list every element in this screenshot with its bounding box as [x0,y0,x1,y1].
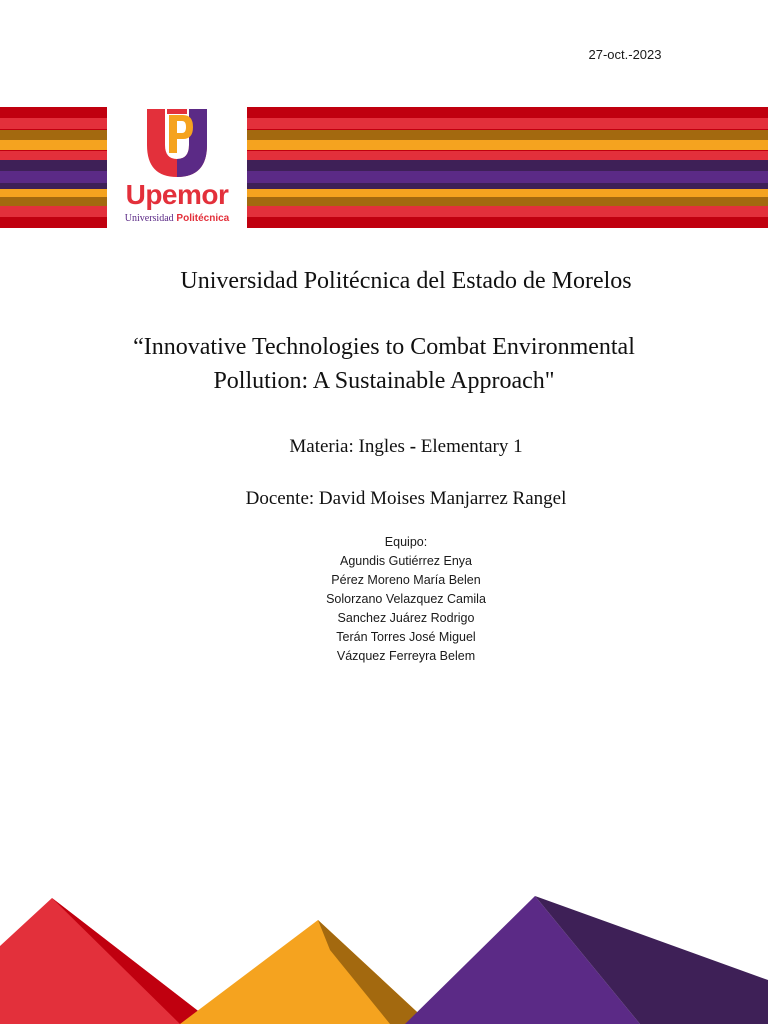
upemor-logo-mark-icon [143,107,211,179]
logo-subtitle [107,213,247,224]
subject-value: Elementary 1 [416,436,523,457]
team-label: Equipo: [384,535,428,549]
document-title [0,330,768,398]
teacher-line: Docente: David Moises Manjarrez Rangel [245,488,567,509]
team-member: Solorzano Velazquez Camila [326,592,486,606]
team-member: Sanchez Juárez Rodrigo [337,611,475,625]
document-title-line2: Pollution: A Sustainable Approach" [213,368,555,394]
subject-dash: - [409,436,417,457]
team-member: Vázquez Ferreyra Belem [336,649,476,663]
university-name: Universidad Politécnica del Estado de Morelos [180,268,632,294]
team-member: Terán Torres José Miguel [336,630,476,644]
document-title-line1: “Innovative Technologies to Combat Environmental [133,334,635,360]
upemor-logo [107,103,247,229]
document-date: 27-oct.-2023 [588,47,662,62]
subject-line [0,436,768,458]
footer-mountains-decoration [0,890,768,1024]
team-member: Agundis Gutiérrez Enya [339,554,472,568]
logo-wordmark: Upemor [125,179,229,210]
logo-subtitle-part2: Politécnica [176,213,230,224]
team-list [0,533,768,666]
team-member: Pérez Moreno María Belen [331,573,481,587]
subject-label: Materia: Ingles [289,436,410,457]
logo-subtitle-part1: Universidad [124,213,174,224]
